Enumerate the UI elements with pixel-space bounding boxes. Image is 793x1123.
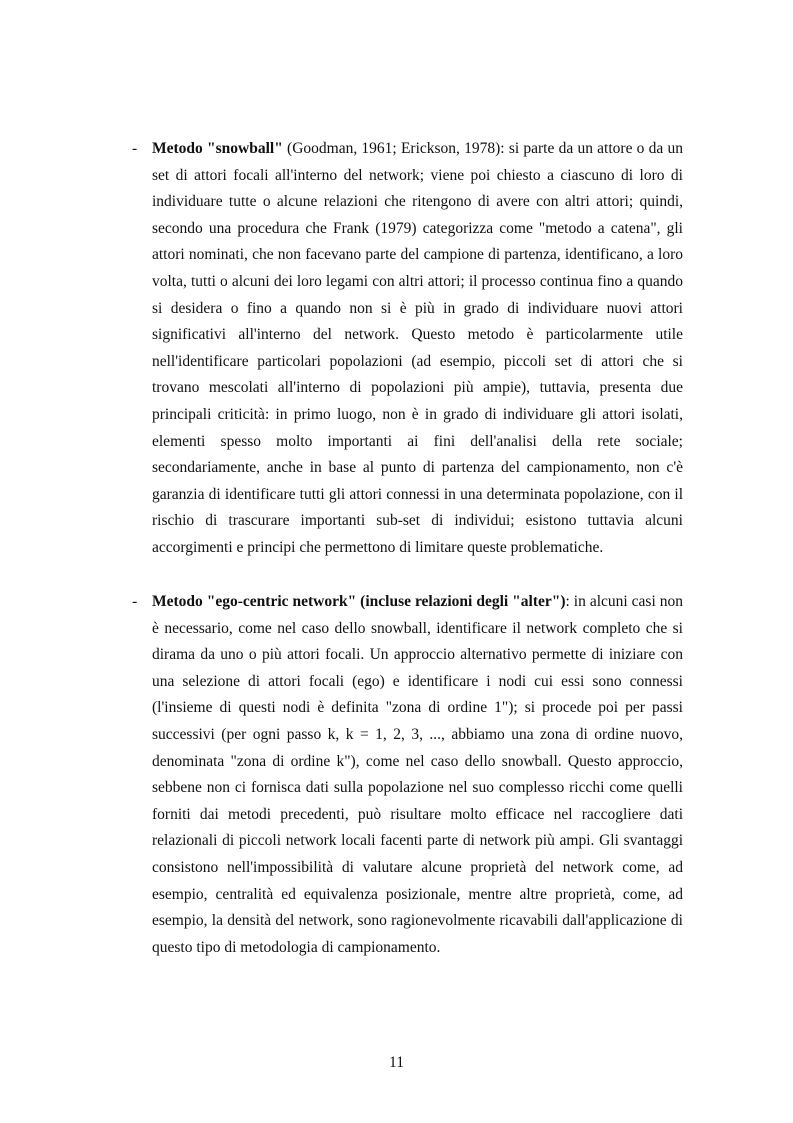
method-title: Metodo "ego-centric network" (incluse relazioni degli "alter") <box>152 593 566 610</box>
method-description: (Goodman, 1961; Erickson, 1978): si parte da un attore o da un set di attori focali all'interno del network; viene poi chiesto a ciascuno di loro di individuare tutte o alcune relazioni che ritengono di avere con altri attori; quindi, secondo una procedura che Frank (1979) categorizza come "metodo a catena", gli attori nominati, che non facevano parte del campione di partenza, identificano, a loro volta, tutti o alcuni dei loro legami con altri attori; il processo continua fino a quando si desidera o fino a quando non si è più in grado di individuare nuovi attori significativi all'interno del network. Questo metodo è particolarmente utile nell'identificare particolari popolazioni (ad esempio, piccoli set di attori che si trovano mescolati all'interno di popolazioni più ampie), tuttavia, presenta due principali criticità: in primo luogo, non è in grado di individuare gli attori isolati, elementi spesso molto importanti ai fini dell'analisi della rete sociale; secondariamente, anche in base al punto di partenza del campionamento, non c'è garanzia di identificare tutti gli attori connessi in una determinata popolazione, con il rischio di trascurare importanti sub-set di individui; esistono tuttavia alcuni accorgimenti e principi che permettono di limitare queste problematiche. <box>152 140 683 556</box>
list-item-body <box>152 589 683 961</box>
method-description: : in alcuni casi non è necessario, come nel caso dello snowball, identificare il network completo che si dirama da uno o più attori focali. Un approccio alternativo permette di iniziare con una selezione di attori focali (ego) e identificare i nodi cui essi sono connessi (l'insieme di questi nodi è definita "zona di ordine 1"); si procede poi per passi successivi (per ogni passo k, k = 1, 2, 3, ..., abbiamo una zona di ordine nuovo, denominata "zona di ordine k"), come nel caso dello snowball. Questo approccio, sebbene non ci fornisca dati sulla popolazione nel suo complesso ricchi come quelli forniti dai metodi precedenti, può risultare molto efficace nel raccogliere dati relazionali di piccoli network locali facenti parte di network più ampi. Gli svantaggi consistono nell'impossibilità di valutare alcune proprietà del network come, ad esempio, centralità ed equivalenza posizionale, mentre altre proprietà, come, ad esempio, la densità del network, sono ragionevolmente ricavabili dall'applicazione di questo tipo di metodologia di campionamento. <box>152 593 683 956</box>
list-item-ego-centric <box>125 589 683 961</box>
page-number: 11 <box>389 1054 404 1071</box>
list-bullet: - <box>132 140 138 157</box>
method-title: Metodo "snowball" <box>152 140 283 157</box>
list-bullet: - <box>132 593 138 610</box>
list-item-snowball <box>125 136 683 562</box>
list-item-body <box>152 136 683 562</box>
